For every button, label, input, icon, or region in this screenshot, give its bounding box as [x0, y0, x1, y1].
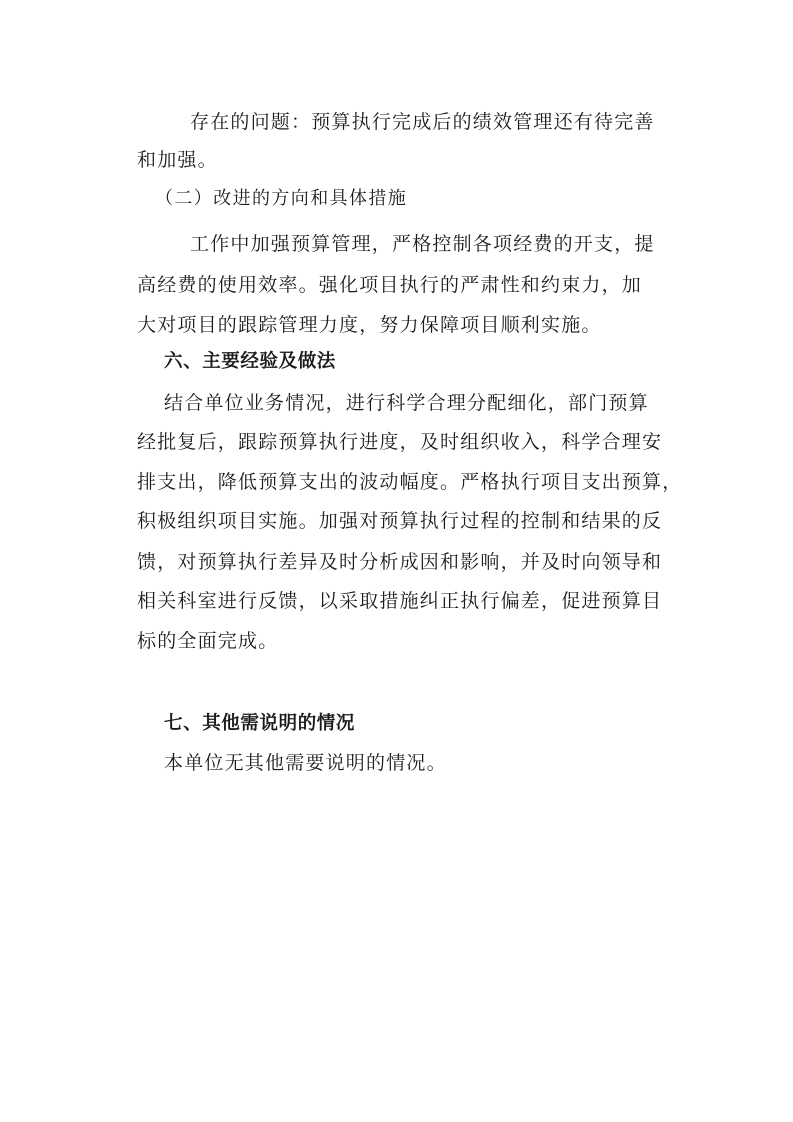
experience-paragraph-line-5: 馈，对预算执行差异及时分析成因和影响，并及时向领导和	[137, 551, 663, 573]
measures-paragraph-line-2: 高经费的使用效率。强化项目执行的严肃性和约束力，加	[137, 274, 643, 296]
problem-paragraph-line-2: 和加强。	[137, 149, 218, 171]
measures-paragraph-line-1: 工作中加强预算管理，严格控制各项经费的开支，提	[190, 233, 655, 255]
experience-paragraph-line-3: 排支出，降低预算支出的波动幅度。严格执行项目支出预算，	[137, 471, 683, 493]
experience-paragraph-line-1: 结合单位业务情况，进行科学合理分配细化，部门预算	[164, 392, 649, 414]
section-7-heading: 七、其他需说明的情况	[164, 713, 356, 734]
experience-paragraph-line-4: 积极组织项目实施。加强对预算执行过程的控制和结果的反	[137, 510, 663, 532]
section-2-subheading: （二）改进的方向和具体措施	[155, 188, 408, 209]
experience-paragraph-line-7: 标的全面完成。	[137, 630, 279, 652]
experience-paragraph-line-2: 经批复后，跟踪预算执行进度，及时组织收入，科学合理安	[137, 431, 663, 453]
experience-paragraph-line-6: 相关科室进行反馈，以采取措施纠正执行偏差，促进预算目	[137, 590, 663, 612]
problem-paragraph-line-1: 存在的问题：预算执行完成后的绩效管理还有待完善	[190, 111, 655, 133]
section-6-heading: 六、主要经验及做法	[164, 351, 336, 372]
other-info-paragraph: 本单位无其他需要说明的情况。	[164, 752, 447, 774]
measures-paragraph-line-3: 大对项目的跟踪管理力度，努力保障项目顺利实施。	[137, 314, 602, 336]
